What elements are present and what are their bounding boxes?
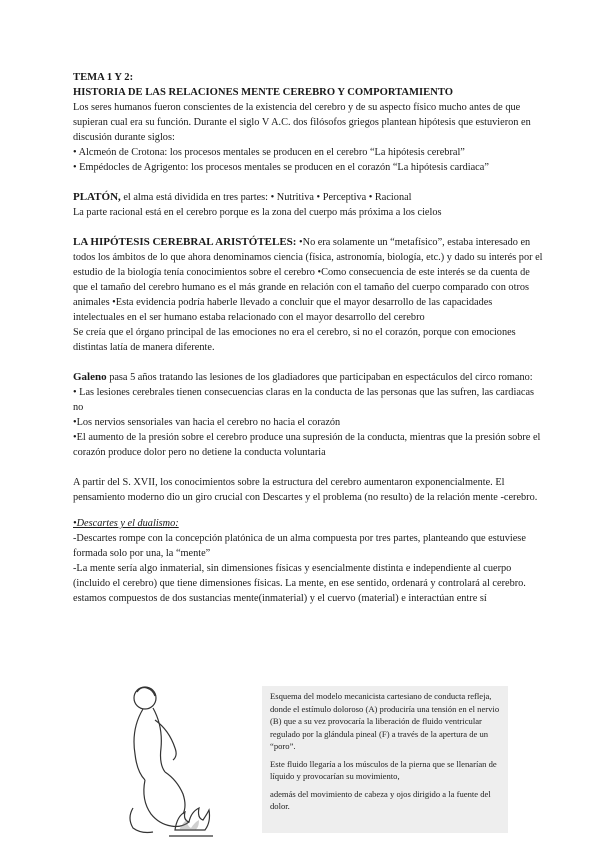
sxvii-paragraph: A partir del S. XVII, los conocimientos sobre la estructura del cerebro aumentaron exponencialmente. El pensamiento moderno dio un giro crucial con Descartes y el problema (no resulto) de la relación mente -cerebro. [73, 477, 538, 503]
galeno-paragraph [73, 370, 543, 385]
platon-text: el alma está dividida en tres partes: • Nutritiva • Perceptiva • Racional [120, 192, 412, 203]
descartes-paragraph-1: -Descartes rompe con la concepción platónica de un alma compuesta por tres partes, planteando que estuviese formada solo por una, la “mente” [73, 533, 526, 559]
caption-paragraph-3: además del movimiento de cabeza y ojos dirigido a la fuente del dolor. [270, 788, 491, 811]
caption-paragraph-2: Este fluido llegaría a los músculos de la pierna que se llenarían de líquido y provocarían su movimiento, [270, 758, 497, 781]
aristoteles-line2: Se creía que el órgano principal de las emociones no era el cerebro, si no el corazón, porque con emociones distintas latía de manera diferente. [73, 327, 516, 353]
galeno-bullet-1: • Las lesiones cerebrales tienen consecuencias claras en la conducta de las personas que las sufren, las cardiacas no [73, 387, 535, 413]
bullet-alcmeon: • Alcmeón de Crotona: los procesos mentales se producen en el cerebro “La hipótesis cerebral” [73, 147, 465, 158]
topic-title: TEMA 1 Y 2: [73, 72, 134, 83]
bullet-empedocles: • Empédocles de Agrigento: los procesos mentales se producen en el corazón “La hipótesis cardiaca” [73, 162, 489, 173]
galeno-text: pasa 5 años tratando las lesiones de los gladiadores que participaban en espectáculos del circo romano: [106, 372, 533, 383]
platon-label: PLATÓN, [73, 191, 121, 203]
galeno-bullet-2: •Los nervios sensoriales van hacia el cerebro no hacia el corazón [73, 417, 341, 428]
aristoteles-text: •No era solamente un “metafísico”, estaba interesado en todos los ámbitos de lo que ahora denominamos ciencia (física, astronomía, biología, etc.) y dado su interés por el estudio de la biología tenía conocimientos sobre el cerebro •Como consecuencia de este interés se da cuenta de que el tamaño del cerebro humano es el más grande en relación con el tamaño del cuerpo comparado con otros animales •Esta evidencia podría haberle llevado a concluir que el mayor desarrollo de las capacidades intelectuales en el ser humano estaba relacionado con el mayor desarrollo del cerebro [73, 237, 543, 323]
topic-subtitle: HISTORIA DE LAS RELACIONES MENTE CEREBRO Y COMPORTAMIENTO [73, 87, 453, 98]
figure-caption [262, 686, 508, 833]
caption-paragraph-1: Esquema del modelo mecanicista cartesiano de conducta refleja, donde el estímulo doloroso (A) produciría una tensión en el nervio (B) que a su vez provocaría la liberación de fluido ventricular regulado por la glándula pineal (F) a través de la apertura de un “poro”. [270, 691, 500, 751]
intro-paragraph: Los seres humanos fueron conscientes de la existencia del cerebro y de su aspecto físico mucho antes de que supieran cual era su función. Durante el siglo V A.C. dos filósofos griegos plantean hipótesis que estuvieron en discusión durante siglos: [73, 102, 531, 143]
platon-line2: La parte racional está en el cerebro porque es la zona del cuerpo más próxima a los cielos [73, 207, 442, 218]
aristoteles-paragraph [73, 235, 543, 325]
galeno-label: Galeno [73, 371, 107, 383]
descartes-paragraph-2: -La mente sería algo inmaterial, sin dimensiones físicas y esencialmente distinta e independiente al cuerpo (incluido el cerebro) que tiene dimensiones físicas. La mente, en ese sentido, ordenará y controlará al cerebro. estamos compuestos de dos sustancias mente(inmaterial) y el cuervo (material) e interactúan entre sí [73, 563, 526, 604]
document-body [73, 70, 543, 606]
platon-paragraph [73, 190, 543, 205]
descartes-heading: •Descartes y el dualismo: [73, 518, 179, 529]
galeno-bullet-3: •El aumento de la presión sobre el cerebro produce una supresión de la conducta, mientras que la presión sobre el corazón produce dolor pero no detiene la conducta voluntaria [73, 432, 541, 458]
descartes-reflex-illustration [113, 680, 221, 840]
aristoteles-label: LA HIPÓTESIS CEREBRAL ARISTÓTELES: [73, 236, 297, 248]
